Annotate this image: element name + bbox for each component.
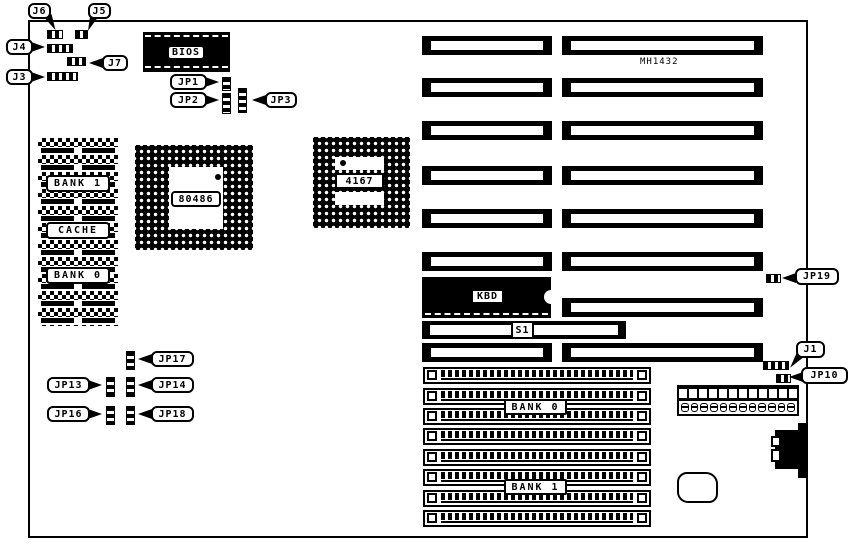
dip-chip-body (82, 199, 115, 204)
power-socket (758, 403, 766, 412)
jumper-j6 (47, 30, 63, 39)
power-pin (789, 389, 797, 398)
simm-clip-left (427, 472, 437, 482)
simm-bank0-label (504, 399, 567, 415)
jumper-jp19 (766, 274, 781, 283)
power-socket (691, 403, 699, 412)
dip-chip-row (38, 138, 118, 147)
power-pin (779, 389, 787, 398)
isa-slot (562, 298, 763, 317)
cpu-text: 80486 (178, 193, 214, 205)
simm-clip-right (637, 411, 647, 421)
power-socket (710, 403, 718, 412)
simm-contacts (441, 391, 633, 398)
power-connector-sockets (677, 401, 799, 416)
memory-cache-label (46, 222, 110, 239)
jumper-jp18 (126, 406, 135, 425)
dip-chip-body (41, 165, 74, 170)
fpu-text: 4167 (345, 175, 374, 187)
memory-bank0-text: BANK 0 (53, 270, 103, 281)
isa-slot (562, 209, 763, 228)
dip-chip-body (41, 284, 74, 289)
simm-slot-line (441, 501, 633, 503)
power-socket (749, 403, 757, 412)
power-socket (778, 403, 786, 412)
isa-slot (422, 343, 552, 362)
callout-j7-label: J7 (107, 57, 123, 69)
kbd-controller-chip (422, 277, 551, 318)
callout-jp3 (265, 92, 297, 108)
power-pin (729, 389, 737, 398)
board-model-text (640, 57, 679, 67)
callout-j3-label: J3 (12, 71, 27, 83)
simm-bank0-text: BANK 0 (511, 401, 560, 413)
callout-jp19-label: JP19 (802, 271, 832, 282)
din-notch-bottom (771, 449, 781, 462)
callout-j4 (6, 39, 33, 55)
dip-chip-row (38, 325, 118, 326)
callout-jp3-label: JP3 (270, 94, 292, 106)
bios-chip-label (167, 45, 205, 60)
cpu-socket (135, 145, 253, 250)
simm-slot-line (441, 378, 633, 380)
isa-slot (422, 78, 552, 97)
simm-bank1-text: BANK 1 (511, 481, 560, 493)
dip-chip-row (38, 257, 118, 266)
simm-clip-left (427, 493, 437, 503)
dip-chip-body (41, 250, 74, 255)
callout-jp13-tail (88, 380, 102, 390)
power-pin (689, 389, 697, 398)
simm-bank1-label (504, 479, 567, 495)
dip-chip-body (82, 318, 115, 323)
callout-jp17 (151, 351, 194, 367)
memory-bank1-label (46, 175, 110, 192)
simm-clip-right (637, 431, 647, 441)
power-socket (787, 403, 795, 412)
jumper-jp16 (106, 406, 115, 425)
simm-slot-line (441, 439, 633, 441)
dip-chip-body-row (38, 147, 118, 155)
isa-slot (562, 252, 763, 271)
dip-chip-body-row (38, 249, 118, 257)
kbd-dashed-line (425, 313, 548, 315)
callout-j1-label: J1 (803, 344, 818, 355)
bios-chip (143, 32, 230, 72)
simm-clip-left (427, 452, 437, 462)
dip-chip-body (82, 148, 115, 153)
simm-slot-line (441, 460, 633, 462)
isa-slot (562, 78, 763, 97)
callout-jp2-label: JP2 (177, 94, 200, 106)
s1-text: S1 (515, 324, 530, 336)
simm-socket (423, 449, 651, 466)
dip-chip-body-row (38, 317, 118, 325)
dip-chip-row (38, 155, 118, 164)
keyboard-din-flange (798, 423, 808, 478)
simm-clip-right (637, 493, 647, 503)
power-socket (700, 403, 708, 412)
jumper-j7 (67, 57, 86, 66)
cpu-pin1-dot (215, 174, 221, 180)
dip-chip-body (41, 199, 74, 204)
s1-label (511, 321, 534, 339)
dip-chip-body (82, 165, 115, 170)
simm-slot-line (441, 521, 633, 523)
callout-jp14 (151, 377, 194, 393)
callout-jp1-tail (205, 77, 219, 87)
simm-clip-right (637, 370, 647, 380)
callout-jp10 (801, 367, 848, 384)
simm-clip-left (427, 431, 437, 441)
simm-socket (423, 367, 651, 384)
jumper-jp13 (106, 377, 115, 397)
isa-slot (422, 166, 552, 185)
simm-clip-right (637, 391, 647, 401)
jumper-jp1 (222, 77, 231, 91)
dip-chip-body (82, 216, 115, 221)
isa-slot (562, 343, 763, 362)
isa-slot (422, 36, 552, 55)
simm-socket (423, 510, 651, 527)
power-socket (720, 403, 728, 412)
callout-jp19-tail (782, 273, 796, 283)
callout-jp18 (151, 406, 194, 422)
callout-j7-tail (89, 58, 103, 68)
callout-jp16-tail (88, 409, 102, 419)
power-socket (681, 403, 689, 412)
dip-chip-body-row (38, 300, 118, 308)
dip-chip-body-row (38, 283, 118, 291)
jumper-j3 (47, 72, 78, 81)
simm-clip-left (427, 411, 437, 421)
board-outline (28, 20, 808, 538)
callout-jp16 (47, 406, 90, 422)
dip-chip-row (38, 206, 118, 215)
dip-chip-row (38, 240, 118, 249)
jumper-j1 (763, 361, 789, 370)
simm-slot-line (441, 419, 633, 421)
power-connector-pins (677, 385, 799, 401)
power-pin (749, 389, 757, 398)
power-pin (679, 389, 687, 398)
power-pin (769, 389, 777, 398)
simm-clip-right (637, 452, 647, 462)
power-pin (759, 389, 767, 398)
simm-contacts (441, 431, 633, 438)
simm-socket (423, 428, 651, 445)
jumper-j5 (75, 30, 88, 39)
callout-j4-label: J4 (12, 41, 27, 53)
power-pin (719, 389, 727, 398)
dip-chip-body (41, 318, 74, 323)
simm-socket-block (423, 367, 651, 529)
isa-slot (422, 121, 552, 140)
callout-jp17-tail (138, 354, 152, 364)
callout-jp13-label: JP13 (54, 379, 83, 391)
isa-slot (562, 166, 763, 185)
simm-clip-right (637, 513, 647, 523)
power-pin (739, 389, 747, 398)
memory-bank0-label (46, 267, 110, 284)
power-pin (709, 389, 717, 398)
simm-clip-left (427, 391, 437, 401)
simm-contacts (441, 513, 633, 520)
dip-chip-body-row (38, 198, 118, 206)
fpu-bar-bottom (335, 192, 384, 205)
simm-clip-right (637, 472, 647, 482)
callout-j5 (88, 3, 111, 19)
callout-jp16-label: JP16 (54, 408, 83, 420)
dip-chip-body (41, 148, 74, 153)
callout-jp18-label: JP18 (158, 408, 187, 420)
simm-clip-left (427, 513, 437, 523)
callout-j3 (6, 69, 33, 85)
callout-jp2 (170, 92, 207, 108)
callout-jp13 (47, 377, 90, 393)
callout-jp19 (795, 268, 839, 285)
component-outline (677, 472, 718, 503)
jumper-jp14 (126, 377, 135, 397)
fpu-socket (313, 137, 410, 228)
power-pin (699, 389, 707, 398)
cpu-label (171, 191, 221, 207)
isa-slot (422, 209, 552, 228)
dip-chip-body (41, 301, 74, 306)
dip-chip-row (38, 308, 118, 317)
isa-slot (562, 121, 763, 140)
callout-jp14-label: JP14 (158, 379, 187, 391)
callout-j6-label: J6 (32, 5, 47, 17)
kbd-label (471, 289, 504, 304)
jumper-jp3 (238, 88, 247, 113)
bios-chip-text: BIOS (171, 47, 201, 58)
simm-clip-left (427, 370, 437, 380)
dip-chip-body (41, 216, 74, 221)
callout-jp18-tail (138, 409, 152, 419)
jumper-j4 (47, 44, 73, 53)
jumper-jp17 (126, 351, 135, 370)
isa-slot (562, 36, 763, 55)
jumper-jp2 (222, 93, 231, 114)
fpu-pin1-dot (340, 160, 346, 166)
callout-jp10-label: JP10 (810, 370, 839, 381)
simm-contacts (441, 370, 633, 377)
callout-j4-tail (31, 42, 45, 52)
callout-j1 (796, 341, 825, 358)
callout-jp1 (170, 74, 207, 90)
callout-j6 (28, 3, 51, 19)
power-socket (729, 403, 737, 412)
callout-jp17-label: JP17 (158, 353, 187, 365)
dip-chip-body-row (38, 164, 118, 172)
memory-cache-text: CACHE (57, 225, 99, 236)
simm-contacts (441, 452, 633, 459)
simm-contacts (441, 472, 633, 479)
callout-j7 (102, 55, 128, 71)
callout-jp14-tail (138, 380, 152, 390)
power-socket (768, 403, 776, 412)
power-connector (677, 385, 799, 414)
din-notch-top (771, 436, 781, 447)
memory-bank1-text: BANK 1 (53, 178, 103, 189)
dip-chip-body (82, 284, 115, 289)
callout-j5-label: J5 (92, 5, 107, 17)
kbd-text: KBD (476, 291, 499, 302)
callout-jp1-label: JP1 (177, 76, 200, 88)
dip-chip-body (82, 250, 115, 255)
board-model-value: MH1432 (640, 57, 679, 67)
power-socket (739, 403, 747, 412)
callout-j3-tail (31, 72, 45, 82)
callout-jp3-tail (252, 95, 266, 105)
callout-jp2-tail (205, 95, 219, 105)
fpu-label (335, 173, 384, 189)
dip-chip-row (38, 291, 118, 300)
dip-chip-body (82, 301, 115, 306)
isa-slot (422, 252, 552, 271)
